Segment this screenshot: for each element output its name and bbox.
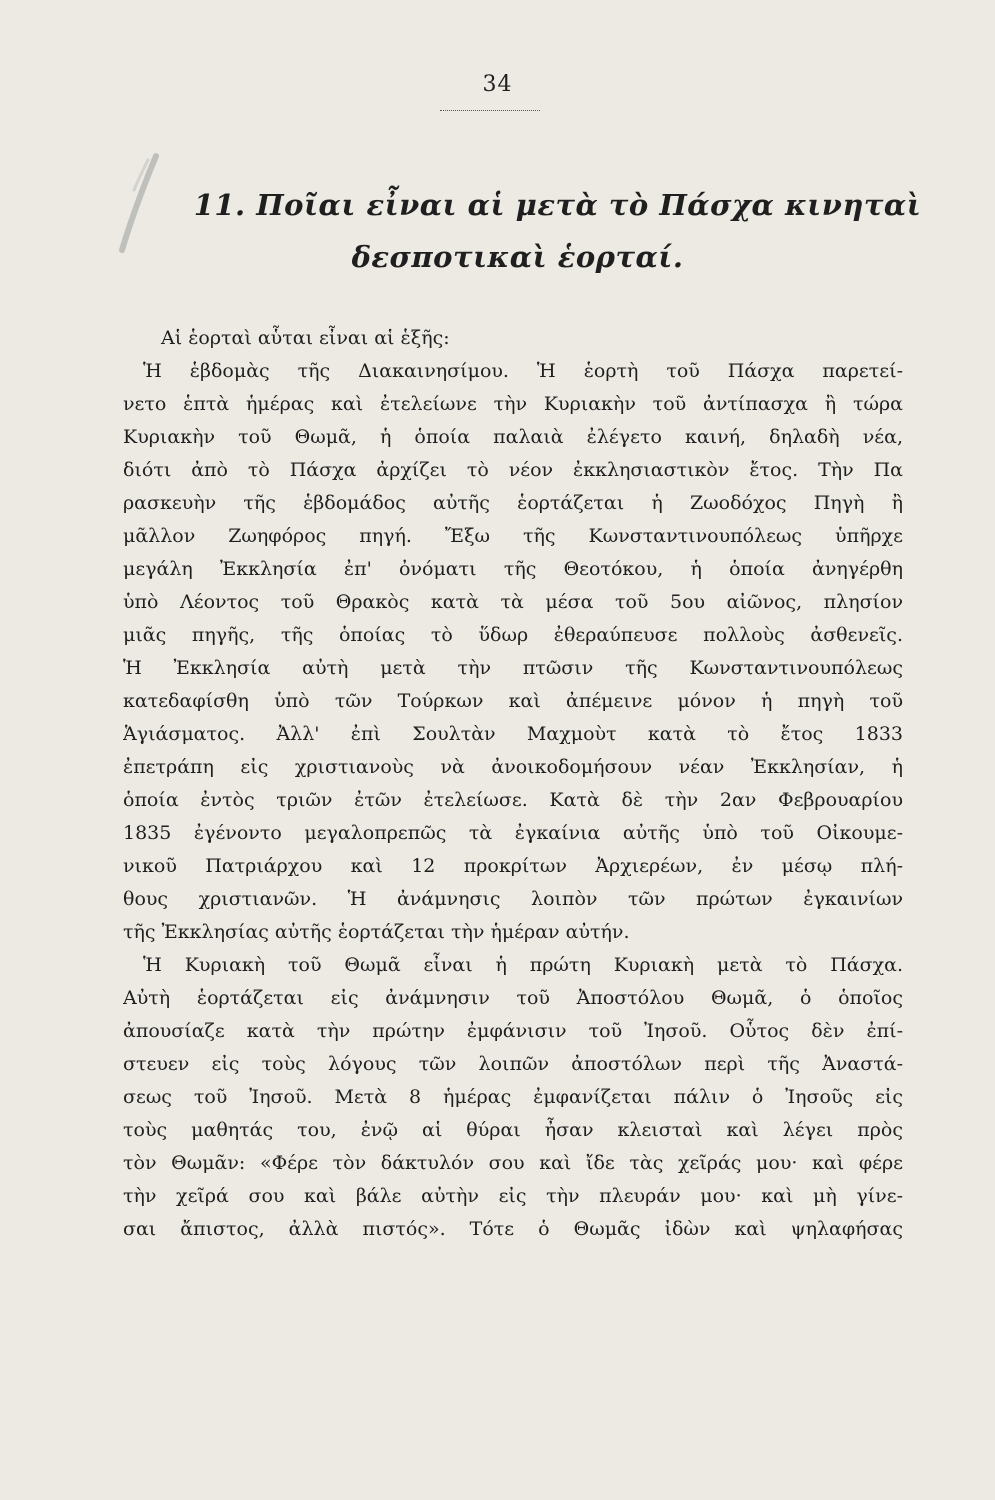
text-line: ἐπετράπη εἰς χριστιανοὺς νὰ ἀνοικοδομήσουν νέαν Ἐκκλησίαν, ἡ — [123, 756, 903, 778]
text-line: 1835 ἐγένοντο μεγαλοπρεπῶς τὰ ἐγκαίνια αὐτῆς ὑπὸ τοῦ Οἰκουμε- — [123, 822, 903, 844]
text-line: Αὐτὴ ἑορτάζεται εἰς ἀνάμνησιν τοῦ Ἀποστόλου Θωμᾶ, ὁ ὁποῖος — [123, 987, 903, 1009]
section-heading-line-2: δεσποτικαὶ ἑορταί. — [351, 240, 684, 274]
text-line: μιᾶς πηγῆς, τῆς ὁποίας τὸ ὕδωρ ἐθεραύπευσε πολλοὺς ἀσθενεῖς. — [123, 624, 903, 646]
text-line: νικοῦ Πατριάρχου καὶ 12 προκρίτων Ἀρχιερέων, ἐν μέσῳ πλή- — [123, 855, 903, 877]
page-number: 34 — [482, 72, 513, 97]
text-line: ὁποία ἐντὸς τριῶν ἐτῶν ἐτελείωσε. Κατὰ δὲ τὴν 2αν Φεβρουαρίου — [123, 789, 903, 811]
text-line: ὑπὸ Λέοντος τοῦ Θρακὸς κατὰ τὰ μέσα τοῦ 5ου αἰῶνος, πλησίον — [123, 591, 903, 613]
text-line: ἀπουσίαζε κατὰ τὴν πρώτην ἐμφάνισιν τοῦ Ἰησοῦ. Οὗτος δὲν ἐπί- — [123, 1020, 903, 1042]
text-line: τοὺς μαθητάς του, ἐνῷ αἱ θύραι ἦσαν κλεισταὶ καὶ λέγει πρὸς — [123, 1119, 903, 1141]
page-number-rule — [440, 110, 540, 111]
text-line: τὸν Θωμᾶν: «Φέρε τὸν δάκτυλόν σου καὶ ἴδε τὰς χεῖράς μου· καὶ φέρε — [123, 1152, 903, 1174]
text-line: Ἡ Κυριακὴ τοῦ Θωμᾶ εἶναι ἡ πρώτη Κυριακὴ μετὰ τὸ Πάσχα. — [143, 954, 903, 976]
text-line: Ἁγιάσματος. Ἀλλ' ἐπὶ Σουλτὰν Μαχμοὺτ κατὰ τὸ ἔτος 1833 — [123, 723, 903, 745]
text-line: μᾶλλον Ζωηφόρος πηγή. Ἔξω τῆς Κωνσταντινουπόλεως ὑπῆρχε — [123, 525, 903, 547]
text-line: μεγάλη Ἐκκλησία ἐπ' ὀνόματι τῆς Θεοτόκου, ἡ ὁποία ἀνηγέρθη — [123, 558, 903, 580]
text-line: Κυριακὴν τοῦ Θωμᾶ, ἡ ὁποία παλαιὰ ἐλέγετο καινή, δηλαδὴ νέα, — [123, 426, 903, 448]
text-line: θους χριστιανῶν. Ἡ ἀνάμνησις λοιπὸν τῶν πρώτων ἐγκαινίων — [123, 888, 903, 910]
text-line: τῆς Ἐκκλησίας αὐτῆς ἑορτάζεται τὴν ἡμέραν αὐτήν. — [123, 921, 630, 943]
text-line: στευεν εἰς τοὺς λόγους τῶν λοιπῶν ἀποστόλων περὶ τῆς Ἀναστά- — [123, 1053, 903, 1075]
body-text — [123, 322, 903, 1246]
text-line: Ἡ ἑβδομὰς τῆς Διακαινησίμου. Ἡ ἑορτὴ τοῦ Πάσχα παρετεί- — [143, 360, 903, 382]
text-line: σαι ἄπιστος, ἀλλὰ πιστός». Τότε ὁ Θωμᾶς ἰδὼν καὶ ψηλαφήσας — [123, 1218, 903, 1240]
text-line: νετο ἑπτὰ ἡμέρας καὶ ἐτελείωνε τὴν Κυριακὴν τοῦ ἀντίπασχα ἢ τώρα — [123, 393, 903, 415]
text-line: ρασκευὴν τῆς ἑβδομάδος αὐτῆς ἑορτάζεται ἡ Ζωοδόχος Πηγὴ ἢ — [123, 492, 903, 514]
text-line: Αἱ ἑορταὶ αὗται εἶναι αἱ ἑξῆς: — [161, 327, 450, 349]
text-line: σεως τοῦ Ἰησοῦ. Μετὰ 8 ἡμέρας ἐμφανίζεται πάλιν ὁ Ἰησοῦς εἰς — [123, 1086, 903, 1108]
text-line: Ἡ Ἐκκλησία αὐτὴ μετὰ τὴν πτῶσιν τῆς Κωνσταντινουπόλεως — [123, 657, 903, 679]
text-line: τὴν χεῖρά σου καὶ βάλε αὐτὴν εἰς τὴν πλευράν μου· καὶ μὴ γίνε- — [123, 1185, 903, 1207]
text-line: διότι ἀπὸ τὸ Πάσχα ἀρχίζει τὸ νέον ἐκκλησιαστικὸν ἔτος. Τὴν Πα — [123, 459, 903, 481]
section-heading-line-1: 11. Ποῖαι εἶναι αἱ μετὰ τὸ Πάσχα κινηταὶ — [193, 188, 922, 222]
text-line: κατεδαφίσθη ὑπὸ τῶν Τούρκων καὶ ἀπέμεινε μόνον ἡ πηγὴ τοῦ — [123, 690, 903, 712]
